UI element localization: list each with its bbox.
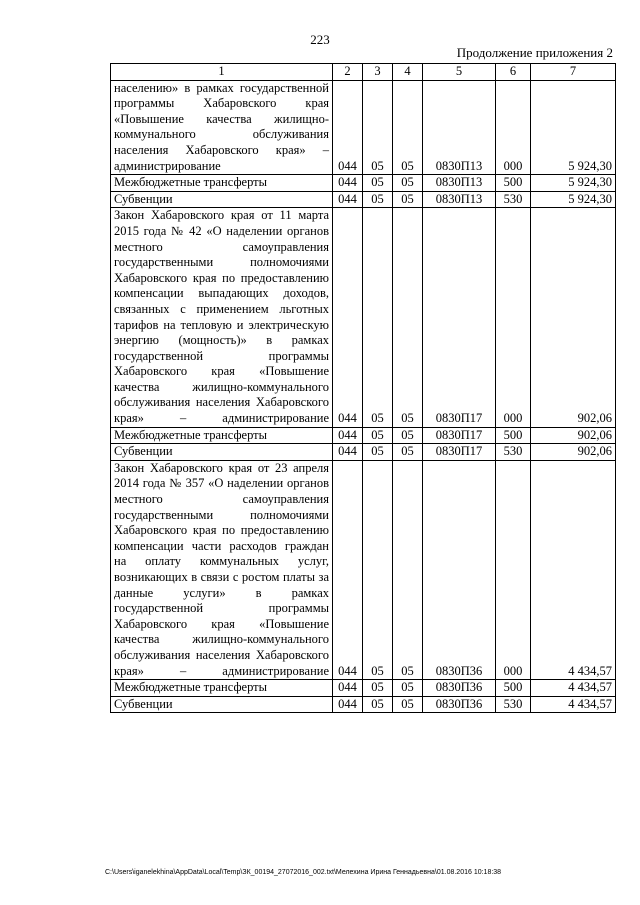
cell-amount: 902,06 — [531, 208, 616, 427]
table-row — [111, 80, 616, 175]
cell-ministry: 044 — [333, 460, 363, 679]
cell-subsection: 05 — [393, 80, 423, 175]
cell-amount: 5 924,30 — [531, 191, 616, 208]
cell-expense-type: 000 — [496, 460, 531, 679]
footer-file-path: C:\Users\iganelekhina\AppData\Local\Temp\ЗК_00194_27072016_002.txt\Мелехина Ирина Геннадьевна\01.08.2016 10:18:38 — [105, 869, 502, 876]
row-description: Межбюджетные трансферты — [111, 680, 333, 697]
table-row — [111, 191, 616, 208]
cell-subsection: 05 — [393, 175, 423, 192]
cell-amount: 5 924,30 — [531, 80, 616, 175]
cell-ministry: 044 — [333, 208, 363, 427]
cell-ministry: 044 — [333, 680, 363, 697]
row-description: Субвенции — [111, 191, 333, 208]
column-header: 7 — [531, 64, 616, 81]
column-header: 2 — [333, 64, 363, 81]
cell-target-article: 0830П36 — [423, 696, 496, 713]
row-description: Межбюджетные трансферты — [111, 175, 333, 192]
cell-section: 05 — [363, 208, 393, 427]
cell-section: 05 — [363, 191, 393, 208]
cell-target-article: 0830П13 — [423, 80, 496, 175]
cell-amount: 4 434,57 — [531, 680, 616, 697]
cell-expense-type: 500 — [496, 680, 531, 697]
cell-section: 05 — [363, 80, 393, 175]
cell-subsection: 05 — [393, 191, 423, 208]
cell-expense-type: 000 — [496, 208, 531, 427]
cell-subsection: 05 — [393, 680, 423, 697]
table-row — [111, 680, 616, 697]
cell-expense-type: 500 — [496, 427, 531, 444]
row-description: населению» в рамках государственной программы Хабаровского края «Повышение качества жилищно-коммунального обслуживания населения Хабаровского края» – администрирование — [111, 80, 333, 175]
cell-ministry: 044 — [333, 80, 363, 175]
cell-section: 05 — [363, 460, 393, 679]
continuation-label: Продолжение приложения 2 — [456, 45, 613, 60]
table-row — [111, 208, 616, 427]
cell-subsection: 05 — [393, 208, 423, 427]
cell-ministry: 044 — [333, 191, 363, 208]
row-description: Межбюджетные трансферты — [111, 427, 333, 444]
cell-target-article: 0830П17 — [423, 444, 496, 461]
cell-amount: 5 924,30 — [531, 175, 616, 192]
cell-section: 05 — [363, 696, 393, 713]
cell-ministry: 044 — [333, 696, 363, 713]
cell-target-article: 0830П36 — [423, 460, 496, 679]
page-number: 223 — [310, 32, 330, 47]
cell-subsection: 05 — [393, 460, 423, 679]
cell-expense-type: 530 — [496, 191, 531, 208]
cell-amount: 4 434,57 — [531, 696, 616, 713]
column-header: 5 — [423, 64, 496, 81]
cell-target-article: 0830П13 — [423, 191, 496, 208]
cell-target-article: 0830П13 — [423, 175, 496, 192]
column-header: 1 — [111, 64, 333, 81]
cell-amount: 4 434,57 — [531, 460, 616, 679]
cell-amount: 902,06 — [531, 444, 616, 461]
table-row — [111, 460, 616, 679]
column-header: 3 — [363, 64, 393, 81]
header-row — [111, 64, 616, 81]
cell-section: 05 — [363, 444, 393, 461]
row-description: Субвенции — [111, 444, 333, 461]
cell-expense-type: 000 — [496, 80, 531, 175]
cell-subsection: 05 — [393, 444, 423, 461]
column-header: 4 — [393, 64, 423, 81]
cell-subsection: 05 — [393, 427, 423, 444]
table-row — [111, 444, 616, 461]
cell-section: 05 — [363, 680, 393, 697]
row-description: Закон Хабаровского края от 11 марта 2015 года № 42 «О наделении органов местного самоуправления государственными полномочиями Хабаровского края по предоставлению компенсации выпадающих доходов, связанных с применением льготных тарифов на тепловую и электрическую энергию (мощность)» в рамках государственной программы Хабаровского края «Повышение качества жилищно-коммунального обслуживания населения Хабаровского края» – администрирование — [111, 208, 333, 427]
cell-target-article: 0830П17 — [423, 427, 496, 444]
cell-ministry: 044 — [333, 175, 363, 192]
cell-ministry: 044 — [333, 444, 363, 461]
table-row — [111, 696, 616, 713]
cell-target-article: 0830П36 — [423, 680, 496, 697]
cell-ministry: 044 — [333, 427, 363, 444]
cell-amount: 902,06 — [531, 427, 616, 444]
row-description: Субвенции — [111, 696, 333, 713]
row-description: Закон Хабаровского края от 23 апреля 2014 года № 357 «О наделении органов местного самоуправления государственными полномочиями Хабаровского края по предоставлению компенсации части расходов граждан на оплату коммунальных услуг, возникающих в связи с ростом платы за данные услуги» в рамках государственной программы Хабаровского края «Повышение качества жилищно-коммунального обслуживания населения Хабаровского края» – администрирование — [111, 460, 333, 679]
column-header: 6 — [496, 64, 531, 81]
table-row — [111, 427, 616, 444]
cell-target-article: 0830П17 — [423, 208, 496, 427]
cell-expense-type: 530 — [496, 696, 531, 713]
cell-section: 05 — [363, 175, 393, 192]
cell-section: 05 — [363, 427, 393, 444]
budget-table — [110, 63, 616, 713]
cell-expense-type: 500 — [496, 175, 531, 192]
cell-expense-type: 530 — [496, 444, 531, 461]
table-row — [111, 175, 616, 192]
cell-subsection: 05 — [393, 696, 423, 713]
